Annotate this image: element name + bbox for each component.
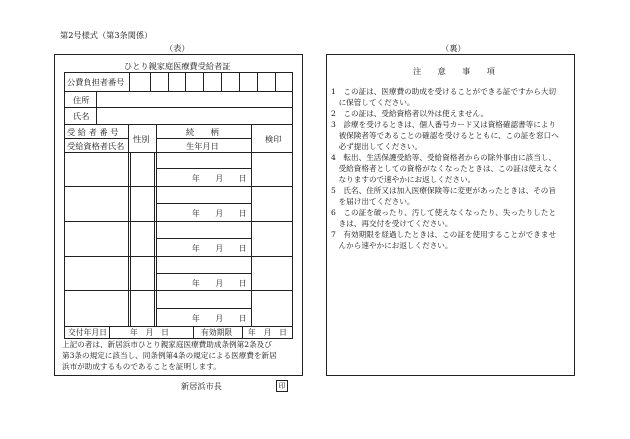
table-line [129,72,130,91]
certification-line: 浜市が助成するものであることを証明します。 [62,362,221,371]
birth-date-value: 年 月 日 [192,314,247,323]
table-line [64,221,293,222]
table-line [156,308,252,309]
seal-header: 検印 [265,134,282,144]
front-title: ひとり親家庭医療費受給者証 [124,61,231,71]
table-line [275,72,276,91]
validity-label: 有効期限 [201,328,233,337]
table-line [221,72,222,91]
address-label: 住所 [73,95,90,105]
table-line [64,107,293,108]
table-line [156,124,157,326]
relation-header: 続 柄 [186,127,219,137]
table-line [130,152,131,326]
birth-date-value: 年 月 日 [192,244,247,253]
note-line: 必ず提出してください。 [331,142,423,151]
table-line [109,326,110,339]
table-line [128,124,129,326]
back-title: 注 意 事 項 [413,66,495,76]
table-line [64,256,293,257]
birth-date-value: 年 月 日 [192,279,247,288]
table-line [64,152,293,153]
certification-line: 上記の者は、新居浜市ひとり親家庭医療費助成条例第2条及び [62,340,272,349]
table-line [64,124,293,125]
certification-line: 第3条の規定に該当し、同条例第4条の規定による医療費を新居 [62,351,277,360]
table-line [96,91,97,124]
table-line [257,72,258,91]
table-line [64,186,293,187]
table-line [156,168,252,169]
note-line: きは、再交付を受けてください。 [331,219,453,228]
issue-date-value: 年 月 日 [130,328,169,337]
birth-date-value: 年 月 日 [192,174,247,183]
recipient-number-header: 受 給 者 番 号 [67,127,119,137]
table-left-border [64,72,65,339]
table-line [156,273,252,274]
gender-header: 性別 [133,134,150,144]
note-line: 4 転出、生活保護受給等、受給資格者からの除外事由に該当し、 [331,153,557,162]
note-line: 被保険者等であることの確認を受けるとともに、この証を窓口へ [331,131,559,140]
note-line: に保管してください。 [331,98,415,107]
table-line [193,326,194,339]
note-line: 6 この証を破ったり、汚して使えなくなったり、失ったりしたと [331,208,557,217]
front-side-label: （表） [165,43,190,53]
table-line [203,72,204,91]
note-line: 2 この証は、受給資格者以外は使えません。 [331,109,489,118]
table-line [64,326,293,327]
note-line: んから速やかにお返しください。 [331,241,453,250]
table-line [185,72,186,91]
table-line [156,238,252,239]
name-label: 氏名 [73,111,90,121]
form-label: 第2号様式（第3条関係） [60,30,153,40]
note-line: なりますので速やかにお返しください。 [331,175,476,184]
note-line: 1 この証は、医療費の助成を受けることができる証ですから大切 [331,87,557,96]
table-line [251,124,252,326]
note-line: 5 氏名、住所又は加入医療保険等に変更があったときは、その旨 [331,186,556,195]
seal-mark: 印 [276,380,288,392]
table-line [64,91,293,92]
table-line [64,72,293,73]
table-line [150,72,151,91]
table-line [156,138,252,139]
table-line [168,72,169,91]
note-line: 3 診療を受けるときは、個人番号カード又は資格確認書等により [331,120,557,129]
recipient-name-header: 受給資格者氏名 [67,141,125,151]
issue-date-label: 交付年月日 [68,328,107,337]
validity-value: 年 月 日 [248,328,287,337]
back-side-label: （裏） [441,43,466,53]
table-line [154,152,155,326]
mayor-label: 新居浜市長 [181,381,222,391]
table-line [242,326,243,339]
birth-date-value: 年 月 日 [192,209,247,218]
table-line [156,203,252,204]
table-line [64,290,293,291]
note-line: 受給資格者としての資格がなくなったときは、この証は使えなく [331,164,559,173]
birth-date-header: 生年月日 [186,141,219,151]
note-line: 7 有効期限を経過したときは、この証を使用することができませ [331,230,557,239]
table-line [64,138,129,139]
table-right-border [292,72,293,339]
table-line [239,72,240,91]
payer-number-label: 公費負担者番号 [67,77,125,87]
note-line: を届け出てください。 [331,197,415,206]
